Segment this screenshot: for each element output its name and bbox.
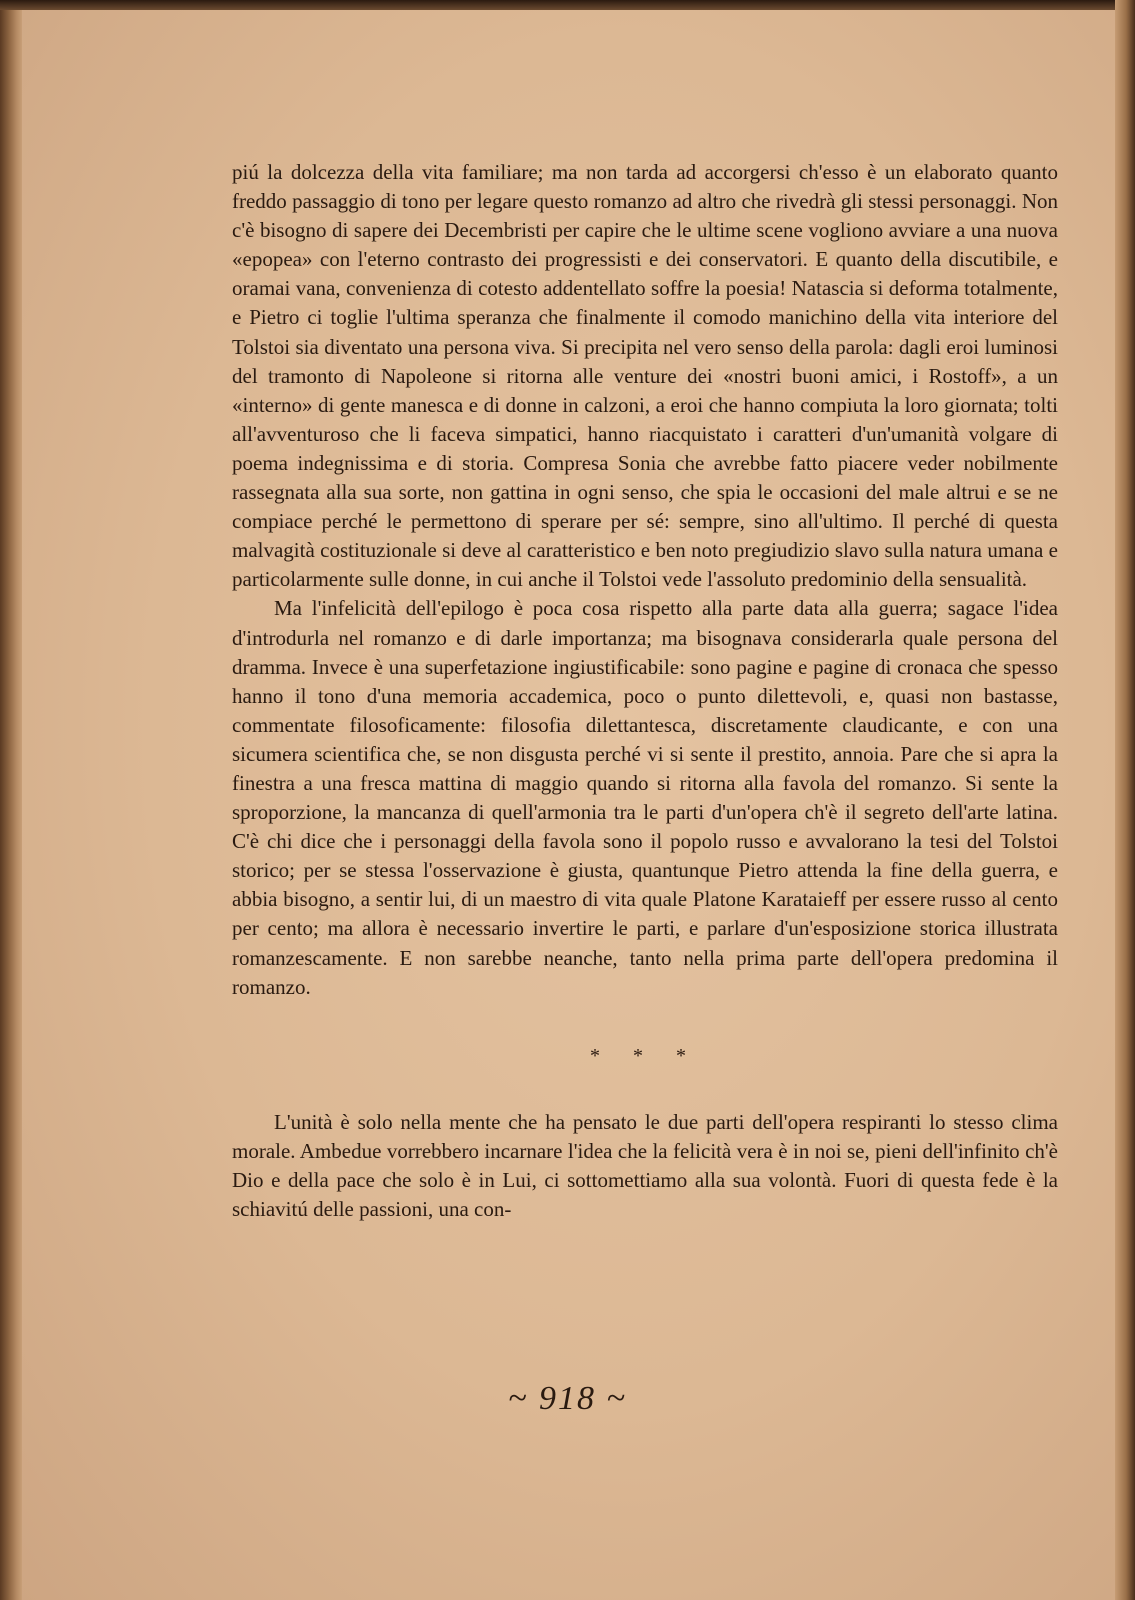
section-separator: * * * xyxy=(590,1044,700,1067)
page-number: ~ 918 ~ xyxy=(508,1380,627,1417)
page-body xyxy=(232,158,1058,1224)
top-edge xyxy=(0,0,1135,10)
paragraph-3: L'unità è solo nella mente che ha pensato le due parti dell'opera respiranti lo stesso clima morale. Ambedue vorrebbero incarnare l'idea che la felicità vera è in noi se, pieni dell'infinito ch'è Dio e della pace che solo è in Lui, ci sottomettiamo alla sua volontà. Fuori di questa fede è la schiavitú delle passioni, una con- xyxy=(232,1109,1058,1222)
book-spine xyxy=(0,0,22,1600)
paragraph-2: Ma l'infelicità dell'epilogo è poca cosa rispetto alla parte data alla guerra; sagace l'idea d'introdurla nel romanzo e di darle importanza; ma bisognava considerarla quale persona del dramma. Invece è una superfetazione ingiustificabile: sono pagine e pagine di cronaca che spesso hanno il tono d'una memoria accademica, poco o punto dilettevoli, e, quasi non bastasse, commentate filosoficamente: filosofia dilettantesca, discretamente claudicante, e con una sicumera scientifica che, se non disgusta perché vi si sente il prestito, annoia. Pare che si apra la finestra a una fresca mattina di maggio quando si ritorna alla favola del romanzo. Si sente la sproporzione, la mancanza di quell'armonia tra le parti d'un'opera ch'è il segreto dell'arte latina. C'è chi dice che i personaggi della favola sono il popolo russo e avvalorano la tesi del Tolstoi storico; per se stessa l'osservazione è giusta, quantunque Pietro attenda la fine della guerra, e abbia bisogno, a sentir lui, di un maestro di vita quale Platone Karataieff per essere russo al cento per cento; ma allora è necessario invertire le parti, e parlare d'un'esposizione storica illustrata romanzescamente. E non sarebbe neanche, tanto nella prima parte dell'opera predomina il romanzo. xyxy=(232,596,1058,999)
right-edge xyxy=(1115,0,1135,1600)
paragraph-1: piú la dolcezza della vita familiare; ma non tarda ad accorgersi ch'esso è un elaborato quanto freddo passaggio di tono per legare questo romanzo ad altro che rivedrà gli stessi personaggi. Non c'è bisogno di sapere dei Decembristi per capire che le ultime scene vogliono avviare a una nuova «epopea» con l'eterno contrasto dei progressisti e dei conservatori. E quanto della discutibile, e oramai vana, convenienza di cotesto addentellato soffre la poesia! Natascia si deforma totalmente, e Pietro ci toglie l'ultima speranza che finalmente il comodo manichino della vita interiore del Tolstoi sia diventato una persona viva. Si precipita nel vero senso della parola: dagli eroi luminosi del tramonto di Napoleone si ritorna alle venture dei «nostri buoni amici, i Rostoff», a un «interno» di gente manesca e di donne in calzoni, a eroi che hanno compiuta la loro giornata; tolti all'avventuroso che li faceva simpatici, hanno riacquistato i caratteri d'un'umanità volgare di poema indegnissima e di storia. Compresa Sonia che avrebbe fatto piacere veder nobilmente rassegnata alla sua sorte, non gattina in ogni senso, che spia le occasioni del male altrui e se ne compiace perché le permettono di sperare per sé: sempre, sino all'ultimo. Il perché di questa malvagità costituzionale si deve al caratteristico e ben noto pregiudizio slavo sulla natura umana e particolarmente sulle donne, in cui anche il Tolstoi vede l'assoluto predominio della sensualità. xyxy=(232,160,1058,592)
